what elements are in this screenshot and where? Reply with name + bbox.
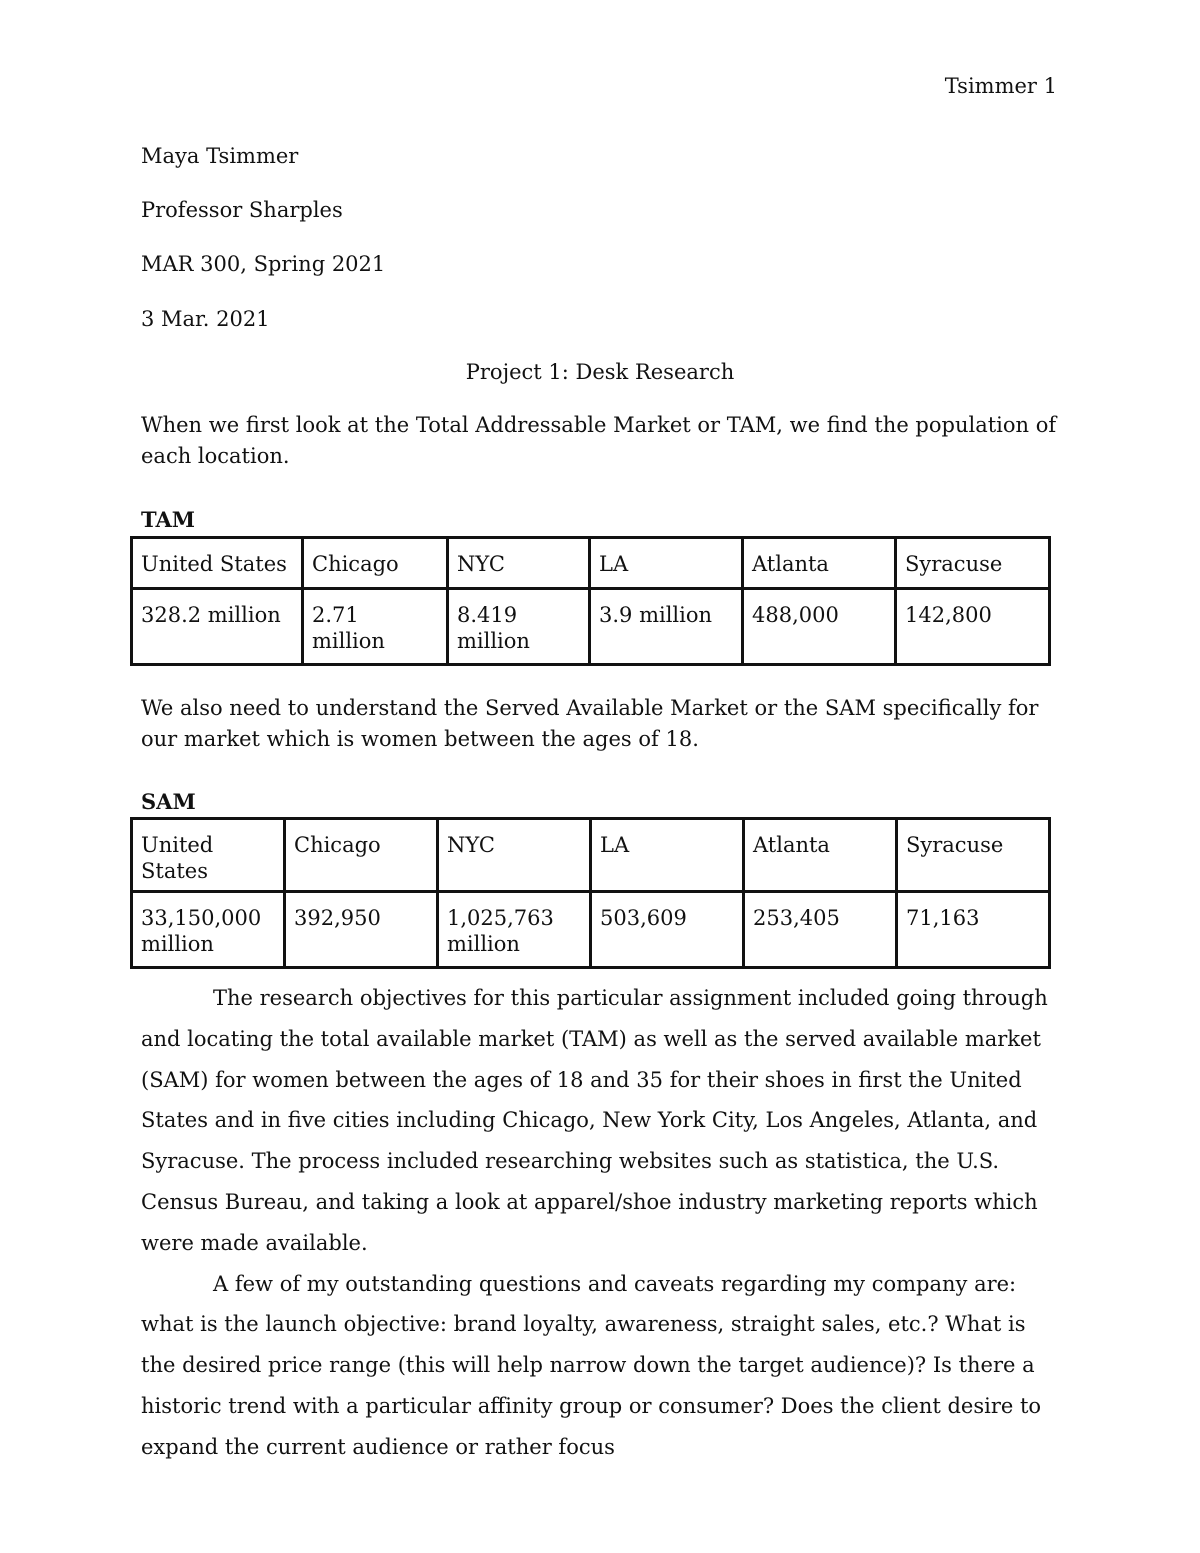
table-header-cell: Syracuse — [897, 819, 1050, 892]
table-row — [132, 892, 1050, 968]
intro-paragraph: When we first look at the Total Addressable Market or TAM, we find the population of each location. — [141, 413, 1057, 468]
table-header-cell: NYC — [438, 819, 591, 892]
table-cell: 71,163 — [897, 892, 1050, 968]
body-paragraph-questions: A few of my outstanding questions and caveats regarding my company are: what is the launch objective: brand loyalty, awareness, straight sales, etc.? What is the desired price range (this will help narrow down the target audience)? Is there a historic trend with a particular affinity group or consumer? Does the client desire to expand the current audience or rather focus — [141, 1271, 1042, 1459]
date: 3 Mar. 2021 — [141, 307, 270, 331]
document-title: Project 1: Desk Research — [465, 360, 735, 384]
instructor-name: Professor Sharples — [141, 198, 343, 222]
table-row — [132, 589, 1050, 665]
table-header-cell: LA — [591, 819, 744, 892]
table-header-cell: NYC — [448, 538, 590, 589]
table-header-cell: LA — [590, 538, 743, 589]
table-header-cell: Atlanta — [743, 538, 896, 589]
table-cell: 33,150,000 million — [132, 892, 285, 968]
table-header-cell: United States — [132, 819, 285, 892]
course-info: MAR 300, Spring 2021 — [141, 252, 386, 276]
table-row — [132, 819, 1050, 892]
table-cell: 488,000 — [743, 589, 896, 665]
tam-table — [130, 536, 1051, 666]
table-cell: 1,025,763 million — [438, 892, 591, 968]
table-header-cell: Chicago — [285, 819, 438, 892]
table-header-cell: Atlanta — [744, 819, 897, 892]
table-cell: 392,950 — [285, 892, 438, 968]
sam-label: SAM — [141, 789, 196, 814]
table-cell: 8.419 million — [448, 589, 590, 665]
body-text — [141, 978, 1061, 1468]
table-header-cell: United States — [132, 538, 303, 589]
table-header-cell: Chicago — [303, 538, 448, 589]
sam-intro-paragraph: We also need to understand the Served Available Market or the SAM specifically for our market which is women between the ages of 18. — [141, 696, 1039, 751]
table-cell: 3.9 million — [590, 589, 743, 665]
table-header-cell: Syracuse — [896, 538, 1050, 589]
page-header: Tsimmer 1 — [944, 74, 1057, 98]
table-cell: 328.2 million — [132, 589, 303, 665]
table-cell: 2.71 million — [303, 589, 448, 665]
table-cell: 253,405 — [744, 892, 897, 968]
table-cell: 503,609 — [591, 892, 744, 968]
author-name: Maya Tsimmer — [141, 144, 299, 168]
tam-label: TAM — [141, 507, 196, 532]
table-cell: 142,800 — [896, 589, 1050, 665]
table-row — [132, 538, 1050, 589]
sam-table — [130, 817, 1051, 969]
body-paragraph-objectives: The research objectives for this particular assignment included going through and locating the total available market (TAM) as well as the served available market (SAM) for women between the ages of 18 and 35 for their shoes in first the United States and in five cities including Chicago, New York City, Los Angeles, Atlanta, and Syracuse. The process included researching websites such as statistica, the U.S. Census Bureau, and taking a look at apparel/shoe industry marketing reports which were made available. — [141, 986, 1048, 1255]
